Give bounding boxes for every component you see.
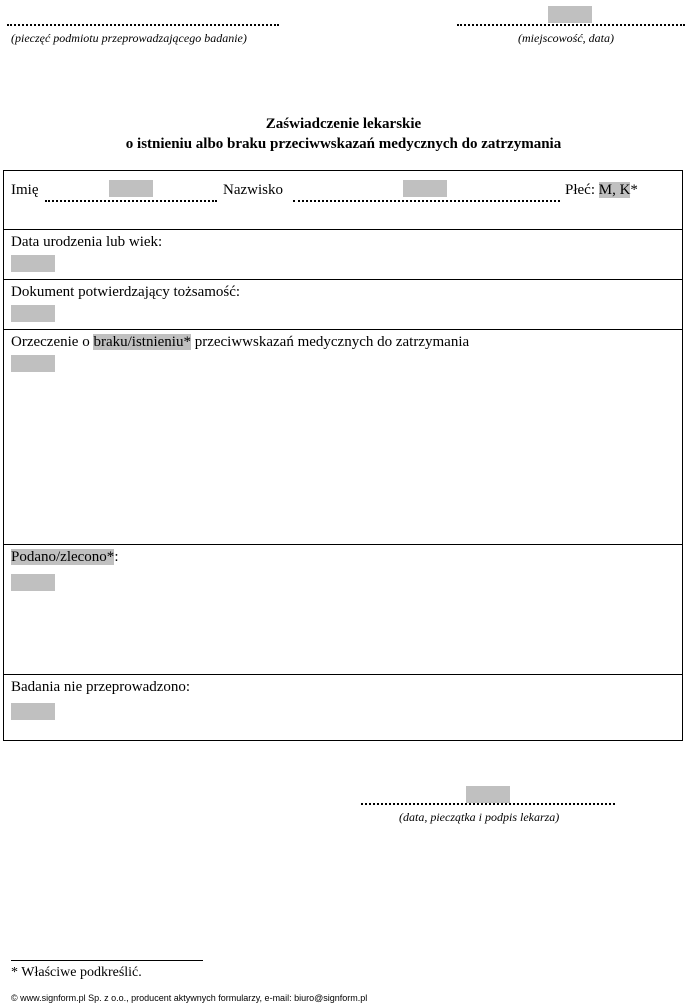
signature-dotted-line xyxy=(361,803,615,805)
first-name-field[interactable] xyxy=(109,180,153,197)
no-exam-row xyxy=(3,675,683,741)
given-choice[interactable]: Podano/zlecono* xyxy=(11,549,115,565)
birth-field[interactable] xyxy=(11,255,55,272)
birth-row xyxy=(3,230,683,280)
stamp-dotted-line xyxy=(7,24,279,26)
sex-label: Płeć: M, K* xyxy=(565,182,638,198)
place-date-field[interactable] xyxy=(548,6,592,23)
place-date-dotted-line xyxy=(457,24,685,26)
place-date-caption: (miejscowość, data) xyxy=(518,31,614,45)
signature-field[interactable] xyxy=(466,786,510,803)
copyright-footer: © www.signform.pl Sp. z o.o., producent aktywnych formularzy, e-mail: biuro@signform.pl xyxy=(11,993,368,1003)
given-label: Podano/zlecono*: xyxy=(11,549,119,565)
no-exam-field[interactable] xyxy=(11,703,55,720)
id-doc-label: Dokument potwierdzający tożsamość: xyxy=(11,284,241,300)
opinion-field[interactable] xyxy=(11,355,55,372)
opinion-label: Orzeczenie o braku/istnieniu* przeciwwskazań medycznych do zatrzymania xyxy=(11,334,470,350)
given-row xyxy=(3,545,683,675)
no-exam-label: Badania nie przeprowadzono: xyxy=(11,679,191,695)
last-name-field[interactable] xyxy=(403,180,447,197)
sex-asterisk: * xyxy=(630,182,638,198)
sex-options[interactable]: M, K xyxy=(598,182,631,198)
birth-label: Data urodzenia lub wiek: xyxy=(11,234,163,250)
first-name-dotted-line xyxy=(45,200,217,202)
opinion-choice[interactable]: braku/istnieniu* xyxy=(93,334,191,350)
document-title: Zaświadczenie lekarskie xyxy=(265,116,422,132)
name-row xyxy=(3,170,683,230)
id-doc-field[interactable] xyxy=(11,305,55,322)
document-subtitle: o istnieniu albo braku przeciwwskazań medycznych do zatrzymania xyxy=(125,136,562,152)
footnote: * Właściwe podkreślić. xyxy=(11,965,142,980)
footnote-divider xyxy=(11,960,203,961)
id-doc-row xyxy=(3,280,683,330)
first-name-label: Imię xyxy=(11,182,39,198)
last-name-label: Nazwisko xyxy=(223,182,283,198)
signature-caption: (data, pieczątka i podpis lekarza) xyxy=(399,810,560,824)
given-field[interactable] xyxy=(11,574,55,591)
last-name-dotted-line xyxy=(293,200,560,202)
stamp-caption: (pieczęć podmiotu przeprowadzającego badanie) xyxy=(11,31,247,45)
opinion-row xyxy=(3,330,683,545)
